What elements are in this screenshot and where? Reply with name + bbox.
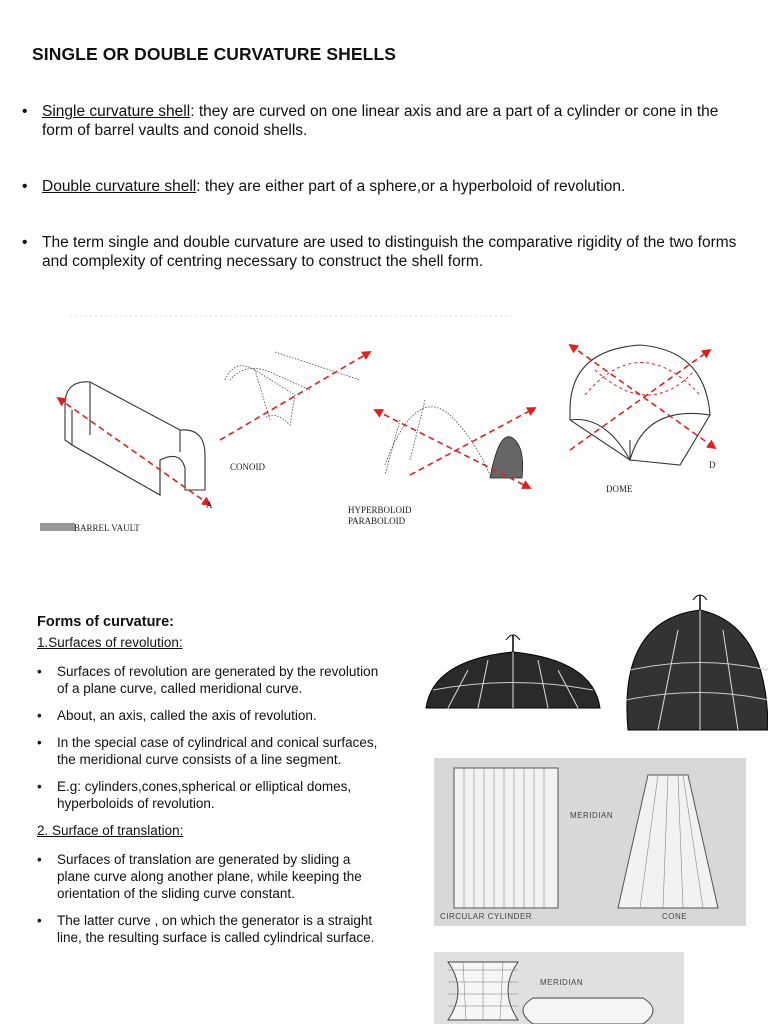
list-item: • E.g: cylinders,cones,spherical or elliptical domes, hyperboloids of revolution. bbox=[37, 778, 379, 812]
barrel-vault-drawing bbox=[65, 382, 205, 495]
circular-cylinder-label: CIRCULAR CYLINDER bbox=[440, 912, 533, 921]
list-item: • In the special case of cylindrical and conical surfaces, the meridional curve consists of a line segment. bbox=[37, 734, 379, 768]
curvature-examples-figure bbox=[418, 590, 768, 1024]
bullet-text: The term single and double curvature are used to distinguish the comparative rigidity of the two forms and complexity of centring necessary to construct the shell form. bbox=[42, 234, 737, 270]
forms-heading: Forms of curvature: bbox=[37, 614, 174, 630]
bullet-double-curvature bbox=[22, 177, 742, 196]
conoid-drawing bbox=[225, 352, 360, 425]
list-item: • Surfaces of revolution are generated by the revolution of a plane curve, called meridional curve. bbox=[37, 663, 379, 697]
bullet-text: : they are either part of a sphere,or a hyperboloid of revolution. bbox=[196, 178, 626, 195]
list-item: • Surfaces of translation are generated by sliding a plane curve along another plane, while keeping the orientation of the sliding curve constant. bbox=[37, 851, 379, 902]
revolution-list bbox=[37, 663, 379, 812]
list-item: • The latter curve , on which the generator is a straight line, the resulting surface is called cylindrical surface. bbox=[37, 912, 379, 946]
bullet-term-comparison bbox=[22, 233, 742, 271]
forms-of-curvature-section bbox=[37, 614, 379, 956]
bullet-single-curvature bbox=[22, 102, 742, 140]
surface-of-translation-heading: 2. Surface of translation: bbox=[37, 823, 184, 838]
bullet-text: : they are curved on one linear axis and are a part of a cylinder or cone in the form of barrel vaults and conoid shells. bbox=[42, 103, 719, 139]
hyperbolic-paraboloid-drawing bbox=[385, 400, 490, 475]
barrel-vault-label: BARREL VAULT bbox=[74, 523, 140, 533]
translation-surface-image bbox=[434, 952, 684, 1024]
cylinder-cone-image bbox=[434, 758, 746, 926]
meridian-label: MERIDIAN bbox=[570, 811, 614, 820]
d-label: D bbox=[709, 460, 716, 470]
term-single-curvature: Single curvature shell bbox=[42, 103, 191, 120]
a-label: A bbox=[206, 500, 213, 510]
elliptical-dome-image bbox=[626, 595, 768, 730]
surfaces-of-revolution-heading: 1.Surfaces of revolution: bbox=[37, 635, 183, 650]
list-item: • About, an axis, called the axis of revolution. bbox=[37, 707, 379, 724]
intro-bullets bbox=[22, 102, 742, 308]
shell-types-figure bbox=[30, 300, 740, 540]
hyperboloid-label: HYPERBOLOID bbox=[348, 505, 412, 515]
term-double-curvature: Double curvature shell bbox=[42, 178, 197, 195]
cone-label: CONE bbox=[662, 912, 688, 921]
conoid-label: CONOID bbox=[230, 462, 265, 472]
meridian-label-2: MERIDIAN bbox=[540, 978, 584, 987]
paraboloid-label: PARABOLOID bbox=[348, 516, 406, 526]
spherical-dome-image bbox=[426, 635, 600, 708]
dome-label: DOME bbox=[606, 484, 633, 494]
translation-list bbox=[37, 851, 379, 946]
hyperboloid-shaded-edge bbox=[490, 437, 523, 478]
page-title: SINGLE OR DOUBLE CURVATURE SHELLS bbox=[32, 44, 397, 64]
dome-drawing bbox=[570, 345, 710, 465]
